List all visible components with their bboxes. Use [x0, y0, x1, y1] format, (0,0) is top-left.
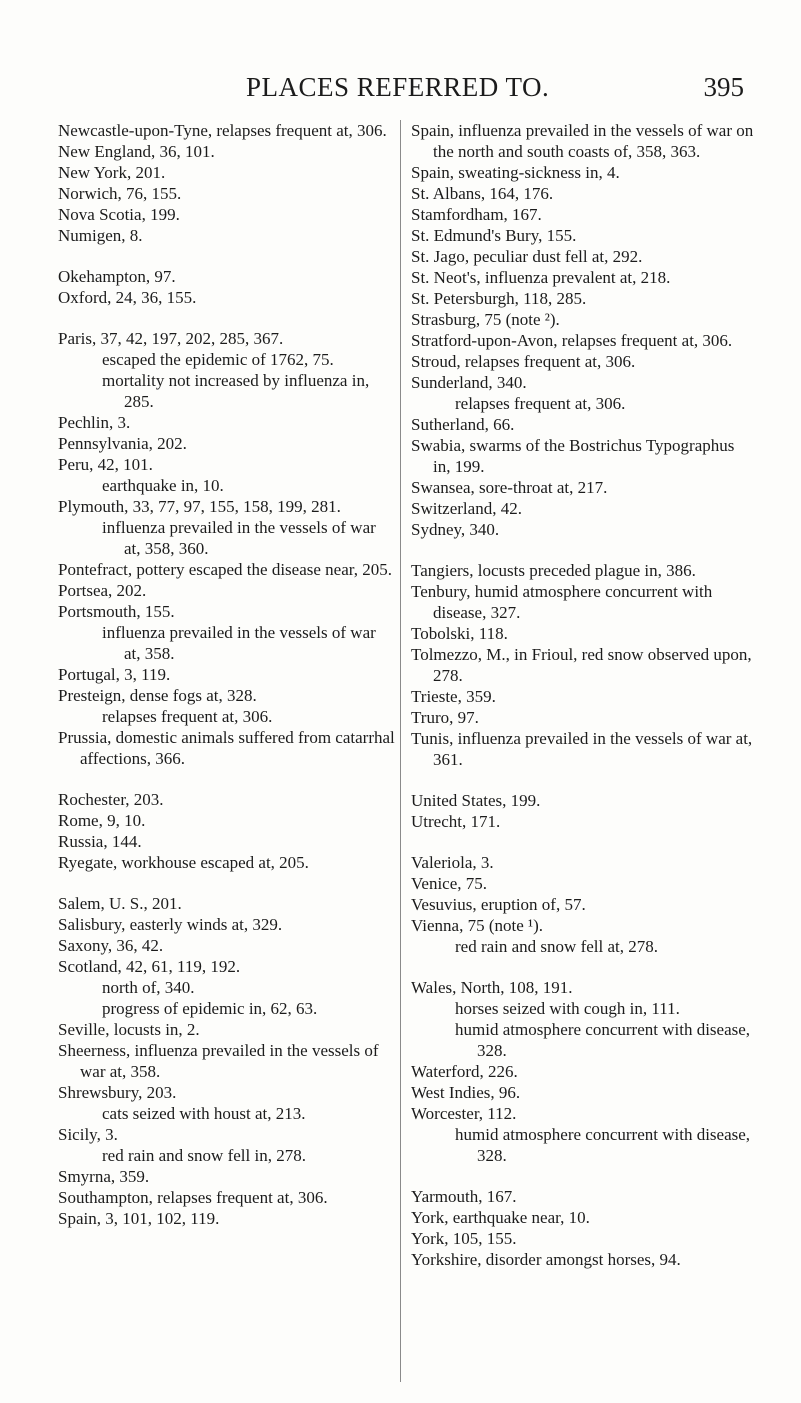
- index-entry: Ryegate, workhouse escaped at, 205.: [58, 853, 309, 872]
- index-subentry: [58, 622, 396, 664]
- index-entry: Tobolski, 118.: [411, 624, 508, 643]
- index-entry: Yorkshire, disorder amongst horses, 94.: [411, 1250, 681, 1269]
- index-entry: Valeriola, 3.: [411, 853, 494, 872]
- index-entry: Sutherland, 66.: [411, 415, 515, 434]
- index-entry: Switzerland, 42.: [411, 499, 522, 518]
- section-gap: [411, 770, 756, 790]
- index-entry: Pontefract, pottery escaped the disease near, 205.: [58, 560, 392, 579]
- index-entry: Seville, locusts in, 2.: [58, 1020, 200, 1039]
- index-entry: St. Neot's, influenza prevalent at, 218.: [411, 268, 671, 287]
- index-subentry-text: humid atmosphere concurrent with disease, 328.: [455, 1125, 751, 1165]
- index-entry: Pechlin, 3.: [58, 413, 131, 432]
- index-entry: Spain, influenza prevailed in the vessels of war on the north and south coasts of, 358, 363.: [411, 121, 754, 161]
- index-entry: Utrecht, 171.: [411, 812, 501, 831]
- index-column-right: [411, 120, 756, 1270]
- index-subentry-text: relapses frequent at, 306.: [102, 707, 273, 726]
- index-subentry: [58, 475, 396, 496]
- index-subentry: [411, 998, 756, 1019]
- index-entry: Newcastle-upon-Tyne, relapses frequent at, 306.: [58, 121, 387, 140]
- index-entry: Swansea, sore-throat at, 217.: [411, 478, 608, 497]
- index-subentry-text: influenza prevailed in the vessels of war at, 358, 360.: [102, 518, 376, 558]
- index-entry: New York, 201.: [58, 163, 166, 182]
- section-gap: [58, 246, 396, 266]
- index-entry: United States, 199.: [411, 791, 541, 810]
- index-entry: Tangiers, locusts preceded plague in, 386.: [411, 561, 696, 580]
- index-entry: Sheerness, influenza prevailed in the vessels of war at, 358.: [58, 1041, 379, 1081]
- index-entry: Tolmezzo, M., in Frioul, red snow observed upon, 278.: [411, 645, 752, 685]
- index-entry: Nova Scotia, 199.: [58, 205, 180, 224]
- page-number: 395: [703, 72, 744, 102]
- index-subentry-text: earthquake in, 10.: [102, 476, 224, 495]
- index-subentry-text: influenza prevailed in the vessels of war at, 358.: [102, 623, 376, 663]
- index-entry: Numigen, 8.: [58, 226, 143, 245]
- index-subentry: [411, 393, 756, 414]
- index-entry: Plymouth, 33, 77, 97, 155, 158, 199, 281.: [58, 497, 341, 516]
- index-entry: Yarmouth, 167.: [411, 1187, 517, 1206]
- index-subentry: [411, 1124, 756, 1166]
- index-entry: Oxford, 24, 36, 155.: [58, 288, 197, 307]
- index-entry: York, 105, 155.: [411, 1229, 517, 1248]
- index-entry: Salem, U. S., 201.: [58, 894, 182, 913]
- index-subentry: [58, 998, 396, 1019]
- index-entry: Salisbury, easterly winds at, 329.: [58, 915, 283, 934]
- index-subentry: [58, 1103, 396, 1124]
- index-entry: Peru, 42, 101.: [58, 455, 153, 474]
- index-entry: Prussia, domestic animals suffered from catarrhal affections, 366.: [58, 728, 395, 768]
- index-entry: Norwich, 76, 155.: [58, 184, 182, 203]
- index-entry: Southampton, relapses frequent at, 306.: [58, 1188, 328, 1207]
- index-entry: Portugal, 3, 119.: [58, 665, 171, 684]
- index-entry: Spain, sweating-sickness in, 4.: [411, 163, 620, 182]
- index-entry: Truro, 97.: [411, 708, 479, 727]
- index-entry: Stamfordham, 167.: [411, 205, 542, 224]
- index-entry: Rochester, 203.: [58, 790, 164, 809]
- index-entry: Paris, 37, 42, 197, 202, 285, 367.: [58, 329, 284, 348]
- index-entry: St. Petersburgh, 118, 285.: [411, 289, 587, 308]
- index-entry: Vesuvius, eruption of, 57.: [411, 895, 586, 914]
- index-entry: Tunis, influenza prevailed in the vessels of war at, 361.: [411, 729, 753, 769]
- index-entry: Portsmouth, 155.: [58, 602, 175, 621]
- index-entry: Sicily, 3.: [58, 1125, 118, 1144]
- index-entry: Wales, North, 108, 191.: [411, 978, 573, 997]
- index-entry: Pennsylvania, 202.: [58, 434, 187, 453]
- index-entry: Saxony, 36, 42.: [58, 936, 164, 955]
- index-subentry-text: progress of epidemic in, 62, 63.: [102, 999, 318, 1018]
- index-entry: Rome, 9, 10.: [58, 811, 146, 830]
- running-title: PLACES REFERRED TO.: [246, 72, 550, 102]
- index-entry: Trieste, 359.: [411, 687, 496, 706]
- index-entry: St. Edmund's Bury, 155.: [411, 226, 577, 245]
- index-subentry: [58, 706, 396, 727]
- index-subentry-text: horses seized with cough in, 111.: [455, 999, 680, 1018]
- index-entry: Sunderland, 340.: [411, 373, 527, 392]
- index-subentry-text: relapses frequent at, 306.: [455, 394, 626, 413]
- index-entry: Smyrna, 359.: [58, 1167, 150, 1186]
- index-entry: Stratford-upon-Avon, relapses frequent at, 306.: [411, 331, 733, 350]
- index-subentry: [411, 1019, 756, 1061]
- section-gap: [58, 308, 396, 328]
- index-entry: Stroud, relapses frequent at, 306.: [411, 352, 636, 371]
- section-gap: [411, 1166, 756, 1186]
- index-entry: Shrewsbury, 203.: [58, 1083, 177, 1102]
- index-entry: Scotland, 42, 61, 119, 192.: [58, 957, 241, 976]
- index-entry: New England, 36, 101.: [58, 142, 215, 161]
- index-entry: St. Albans, 164, 176.: [411, 184, 554, 203]
- section-gap: [58, 769, 396, 789]
- column-divider: [400, 120, 401, 1382]
- index-entry: Strasburg, 75 (note ²).: [411, 310, 560, 329]
- index-subentry: [58, 517, 396, 559]
- index-entry: Waterford, 226.: [411, 1062, 518, 1081]
- index-subentry: [411, 936, 756, 957]
- index-subentry-text: red rain and snow fell at, 278.: [455, 937, 658, 956]
- index-entry: Presteign, dense fogs at, 328.: [58, 686, 257, 705]
- index-column-left: [58, 120, 396, 1229]
- index-subentry-text: cats seized with houst at, 213.: [102, 1104, 306, 1123]
- index-subentry: [58, 1145, 396, 1166]
- section-gap: [58, 873, 396, 893]
- index-entry: West Indies, 96.: [411, 1083, 521, 1102]
- index-entry: Worcester, 112.: [411, 1104, 517, 1123]
- index-entry: Venice, 75.: [411, 874, 488, 893]
- section-gap: [411, 957, 756, 977]
- section-gap: [411, 832, 756, 852]
- index-subentry: [58, 349, 396, 370]
- index-entry: St. Jago, peculiar dust fell at, 292.: [411, 247, 643, 266]
- index-entry: Russia, 144.: [58, 832, 142, 851]
- index-subentry-text: mortality not increased by influenza in, 285.: [102, 371, 370, 411]
- index-entry: Sydney, 340.: [411, 520, 500, 539]
- index-entry: Okehampton, 97.: [58, 267, 176, 286]
- index-entry: Spain, 3, 101, 102, 119.: [58, 1209, 220, 1228]
- index-subentry: [58, 977, 396, 998]
- page-header: [0, 72, 801, 112]
- index-subentry-text: north of, 340.: [102, 978, 195, 997]
- section-gap: [411, 540, 756, 560]
- index-entry: York, earthquake near, 10.: [411, 1208, 590, 1227]
- index-entry: Tenbury, humid atmosphere concurrent with disease, 327.: [411, 582, 713, 622]
- index-entry: Vienna, 75 (note ¹).: [411, 916, 544, 935]
- index-subentry: [58, 370, 396, 412]
- index-subentry-text: humid atmosphere concurrent with disease, 328.: [455, 1020, 751, 1060]
- index-entry: Portsea, 202.: [58, 581, 147, 600]
- index-entry: Swabia, swarms of the Bostrichus Typographus in, 199.: [411, 436, 735, 476]
- index-subentry-text: red rain and snow fell in, 278.: [102, 1146, 306, 1165]
- index-subentry-text: escaped the epidemic of 1762, 75.: [102, 350, 334, 369]
